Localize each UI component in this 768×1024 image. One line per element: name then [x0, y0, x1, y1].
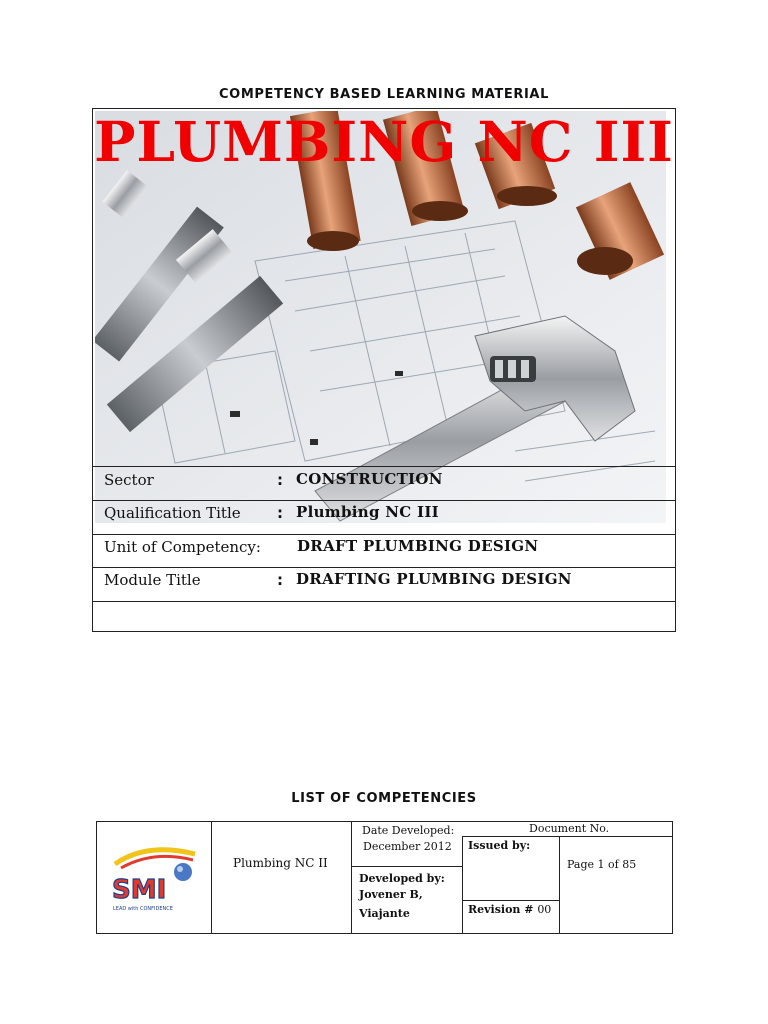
- info-label: Unit of Competency:: [104, 538, 261, 556]
- page-number: Page 1 of 85: [567, 858, 637, 871]
- date-developed-value: December 2012: [363, 840, 452, 853]
- document-heading: COMPETENCY BASED LEARNING MATERIAL: [219, 87, 549, 102]
- info-label: Qualification Title: [104, 504, 241, 522]
- info-row-module-title: [92, 567, 676, 601]
- developed-by-name-line1: Jovener B,: [359, 888, 423, 901]
- cover-title: PLUMBING NC III: [94, 109, 674, 174]
- table-divider: [351, 822, 352, 933]
- issued-by-label: Issued by:: [468, 839, 531, 852]
- logo-tagline: LEAD with CONFIDENCE: [113, 906, 173, 912]
- info-label: Module Title: [104, 571, 201, 589]
- table-divider: [462, 900, 559, 901]
- logo-text: SMI: [112, 875, 167, 905]
- table-divider: [351, 866, 462, 867]
- info-value: DRAFT PLUMBING DESIGN: [297, 537, 539, 555]
- table-divider: [559, 836, 560, 933]
- revision-value: 00: [537, 903, 552, 916]
- info-value: Plumbing NC III: [296, 503, 439, 521]
- info-row-empty: [92, 601, 676, 632]
- table-divider: [211, 822, 212, 933]
- smi-logo-icon: [107, 834, 203, 924]
- developed-by-name-line2: Viajante: [359, 907, 410, 920]
- info-colon: :: [277, 471, 283, 489]
- document-no-label: Document No.: [529, 822, 610, 835]
- revision-label: [468, 903, 551, 916]
- document-control-table: [96, 821, 673, 934]
- list-heading: LIST OF COMPETENCIES: [291, 791, 477, 806]
- info-label: Sector: [104, 471, 154, 489]
- info-row-unit-of-competency: [92, 534, 676, 567]
- info-row-qualification-title: [92, 500, 676, 534]
- table-divider: [462, 836, 463, 933]
- smi-logo: [107, 834, 203, 924]
- qualification-name: Plumbing NC II: [233, 856, 328, 870]
- info-value: CONSTRUCTION: [296, 470, 443, 488]
- info-value: DRAFTING PLUMBING DESIGN: [296, 570, 572, 588]
- date-developed-label: Date Developed:: [362, 824, 455, 837]
- info-colon: :: [277, 504, 283, 522]
- info-colon: :: [277, 571, 283, 589]
- info-row-sector: [92, 466, 676, 500]
- revision-label-text: Revision #: [468, 903, 534, 916]
- developed-by-label: Developed by:: [359, 872, 445, 885]
- table-divider: [462, 836, 672, 837]
